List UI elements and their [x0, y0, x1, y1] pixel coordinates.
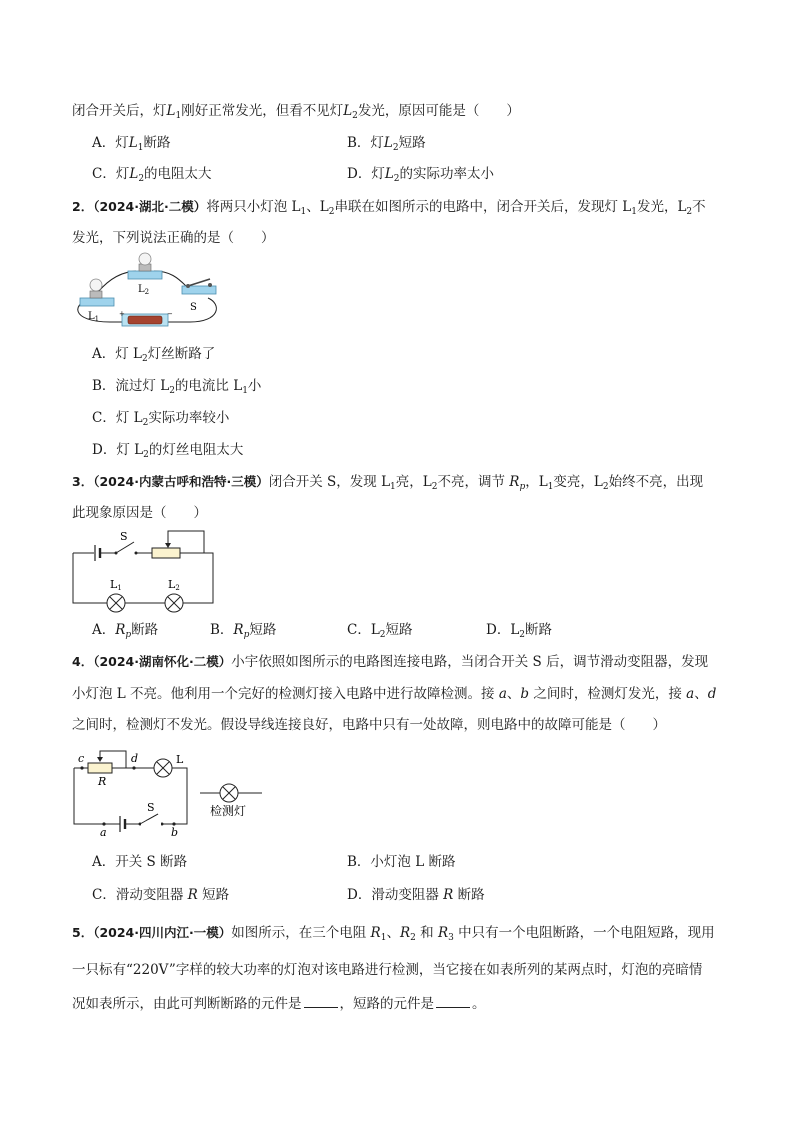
q3-option-a-R: R	[115, 622, 126, 638]
q3-number: 3．	[72, 474, 94, 489]
q3-option-a-post: 断路	[131, 622, 159, 638]
q3-option-b-post: 短路	[249, 622, 277, 638]
q4-stem-line3: 之间时，检测灯不发光。假设导线连接良好，电路中只有一处故障，则电路中的故障可能是（ ）	[72, 717, 666, 733]
q4-line1-text: 小宇依照如图所示的电路图连接电路，当闭合开关 S 后，调节滑动变阻器，发现	[231, 654, 709, 670]
q3-line1-s3: 1	[547, 482, 554, 492]
q4-option-b[interactable]: B．小灯泡 L 断路	[347, 854, 456, 870]
q2-option-c[interactable]	[92, 408, 229, 433]
q1-stem-text-c: 发光，原因可能是（ ）	[357, 103, 520, 119]
q2-option-b-mid: 的电流比 L	[174, 378, 243, 394]
q1-option-a-suffix: 断路	[143, 135, 171, 151]
q2-option-c-sub: 2	[142, 418, 149, 428]
svg-text:S: S	[190, 302, 197, 313]
q2-option-b[interactable]	[92, 376, 261, 401]
q3-option-d-post: 断路	[525, 622, 553, 638]
q1-stem-text-b: 刚好正常发光，但看不见灯	[181, 103, 344, 119]
q1-option-a-sub: 1	[137, 143, 144, 153]
q1-option-c-suffix: 的电阻太大	[144, 166, 212, 182]
q1-option-d-letter: L	[384, 166, 394, 182]
q5-line1-c: 和	[415, 925, 438, 941]
q3-stem-line1	[72, 472, 703, 497]
svg-text:检测灯: 检测灯	[210, 804, 247, 818]
q4-option-c-pre: C．滑动变阻器	[92, 887, 188, 903]
q2-option-d-pre: D．灯 L	[92, 442, 144, 458]
q3-line1-e: 变亮，L	[553, 474, 603, 490]
q1-stem-L2: L	[343, 103, 353, 119]
q1-option-b-suffix: 短路	[398, 135, 426, 151]
q1-stem-line	[72, 101, 520, 126]
q2-source: （2024·湖北·二模）	[93, 199, 207, 214]
q1-option-b[interactable]	[347, 133, 426, 158]
light-bulb-icon	[90, 279, 102, 291]
q2-line1-s1: 1	[300, 207, 307, 217]
svg-text:S: S	[147, 801, 155, 814]
svg-text:L: L	[176, 753, 184, 766]
q5-r2: R	[399, 925, 411, 941]
q2-stem-line2: 发光，下列说法正确的是（ ）	[72, 230, 275, 246]
svg-text:L2: L2	[168, 578, 180, 592]
svg-text:+: +	[119, 310, 125, 318]
q2-option-a-sub: 2	[142, 354, 148, 364]
q4-source: （2024·湖南怀化·二模）	[93, 654, 232, 669]
q4-line2-a: 小灯泡 L 不亮。他利用一个完好的检测灯接入电路中进行故障检测。接	[72, 686, 499, 702]
rheostat-icon	[152, 548, 180, 558]
q2-option-b-pre: B．流过灯 L	[92, 378, 170, 394]
q1-option-b-prefix: B．灯	[347, 135, 384, 151]
q3-line1-s2: 2	[431, 482, 438, 492]
q2-line1-e: 不	[692, 199, 706, 215]
q1-option-a[interactable]	[92, 133, 170, 158]
q1-option-d-sub: 2	[393, 174, 400, 184]
q5-r3-sub: 3	[448, 933, 454, 943]
q2-line1-s4: 2	[686, 207, 693, 217]
q3-line1-c: 不亮，调节	[437, 474, 510, 490]
q4-line2-ib: b	[520, 686, 530, 702]
q3-option-c-post: 短路	[385, 622, 413, 638]
q2-line1-b: 、L	[306, 199, 329, 215]
battery-icon	[128, 316, 162, 324]
q3-option-b[interactable]	[210, 620, 276, 645]
light-bulb-icon	[139, 253, 151, 265]
q4-option-d-R: R	[443, 887, 454, 903]
q3-line1-s1: 1	[390, 482, 396, 492]
q4-option-d-post: 断路	[453, 887, 485, 903]
svg-text:b: b	[171, 826, 179, 839]
q5-r1: R	[370, 925, 381, 941]
q5-r3: R	[437, 925, 449, 941]
q5-r2-sub: 2	[410, 933, 416, 943]
q1-stem-L1-sub: 1	[175, 111, 182, 121]
q2-option-b-sub2: 1	[242, 386, 248, 396]
q1-option-d-prefix: D．灯	[347, 166, 385, 182]
svg-text:c: c	[78, 752, 85, 765]
q5-stem-line1	[72, 923, 715, 948]
q2-line1-s2: 2	[328, 207, 335, 217]
q4-stem-line2	[72, 684, 716, 704]
q1-stem-L1: L	[166, 103, 176, 119]
lamp-board-icon	[128, 271, 162, 279]
q1-option-b-letter: L	[383, 135, 393, 151]
svg-text:a: a	[100, 826, 107, 839]
q4-line2-ia: a	[498, 686, 507, 702]
q2-option-c-post: 实际功率较小	[148, 410, 230, 426]
q2-circuit-figure	[70, 258, 230, 328]
q2-line1-s3: 1	[631, 207, 637, 217]
q5-source: （2024·四川内江·一模）	[93, 925, 232, 940]
q3-option-a-sub: p	[125, 630, 132, 640]
q3-option-a-pre: A．	[92, 622, 116, 638]
q4-option-a[interactable]: A．开关 S 断路	[92, 854, 188, 870]
q1-option-c-sub: 2	[138, 174, 145, 184]
q5-blank-short-element[interactable]	[436, 993, 470, 1008]
q3-option-b-R: R	[233, 622, 244, 638]
q1-stem-L2-sub: 2	[352, 111, 358, 121]
q2-option-d-post: 的灯丝电阻太大	[148, 442, 244, 458]
q2-option-a-post: 灯丝断路了	[147, 346, 216, 362]
q4-stem-line1	[72, 652, 708, 672]
q3-source: （2024·内蒙古呼和浩特·三模）	[93, 474, 269, 489]
lamp-board-icon	[80, 298, 114, 306]
q4-line2-id: d	[707, 686, 717, 702]
q2-option-d-sub: 2	[143, 450, 149, 460]
q3-option-d-sub: 2	[519, 630, 526, 640]
q2-option-c-pre: C．灯 L	[92, 410, 143, 426]
q3-option-c-sub: 2	[379, 630, 386, 640]
q3-option-c-pre: C．L	[347, 622, 380, 638]
q5-stem-line2: 一只标有“220V”字样的较大功率的灯泡对该电路进行检测，当它接在如表所列的某两点时，灯泡的亮暗情	[72, 962, 703, 978]
q5-r1-sub: 1	[380, 933, 387, 943]
q3-option-d[interactable]	[486, 620, 552, 645]
q4-option-d-pre: D．滑动变阻器	[347, 887, 444, 903]
q1-option-c-letter: L	[129, 166, 139, 182]
q2-line1-d: 发光，L	[636, 199, 687, 215]
q4-option-c-post: 短路	[197, 887, 230, 903]
q2-stem-line1	[72, 197, 706, 222]
q4-line2-b: 、	[506, 686, 521, 702]
q2-line1-c: 串联在如图所示的电路中，闭合开关后，发现灯 L	[334, 199, 632, 215]
q3-line1-Rsub: p	[519, 482, 526, 492]
q1-option-b-sub: 2	[392, 143, 399, 153]
q1-option-a-letter: L	[128, 135, 138, 151]
q1-option-d[interactable]	[347, 164, 494, 189]
svg-text:−: −	[167, 310, 173, 318]
q1-option-c[interactable]	[92, 164, 212, 189]
q2-option-b-post: 小	[247, 378, 262, 394]
q2-option-a[interactable]	[92, 344, 215, 369]
q5-line1-d: 中只有一个电阻断路，一个电阻短路，现用	[453, 925, 715, 941]
svg-text:L1: L1	[110, 578, 122, 592]
q4-option-c-R: R	[187, 887, 198, 903]
rheostat-R-icon	[88, 763, 112, 773]
q3-stem-line2: 此现象原因是（ ）	[72, 505, 207, 521]
q5-line1-a: 如图所示，在三个电阻	[231, 925, 371, 941]
switch-icon	[116, 542, 134, 553]
q1-option-a-prefix: A．灯	[92, 135, 129, 151]
q2-option-d[interactable]	[92, 440, 243, 465]
q1-option-d-suffix: 的实际功率太小	[399, 166, 495, 182]
svg-text:R: R	[98, 775, 107, 788]
q4-option-d[interactable]	[347, 885, 485, 905]
q4-line2-d: 、	[694, 686, 708, 702]
q3-line1-s4: 2	[602, 482, 609, 492]
q4-line2-c: 之间时，检测灯发光，接	[529, 686, 687, 702]
q5-line1-b: 、	[386, 925, 400, 941]
q3-option-a[interactable]	[92, 620, 158, 645]
q2-number: 2．	[72, 199, 94, 214]
q4-line2-ia2: a	[686, 686, 695, 702]
q1-stem-text-a: 闭合开关后，灯	[72, 103, 167, 119]
svg-text:d: d	[131, 752, 139, 765]
q3-line1-b: 亮，L	[395, 474, 432, 490]
q5-line3-a: 况如表所示，由此可判断断路的元件是	[72, 996, 302, 1012]
q4-number: 4．	[72, 654, 94, 669]
q3-line1-f: 始终不亮，出现	[608, 474, 704, 490]
q4-option-c[interactable]	[92, 885, 229, 905]
q5-blank-open-element[interactable]	[304, 993, 338, 1008]
q3-option-c[interactable]	[347, 620, 413, 645]
q5-line3-c: 。	[472, 996, 486, 1012]
q3-line1-a: 闭合开关 S，发现 L	[268, 474, 391, 490]
q5-line3-b: ，短路的元件是	[339, 996, 434, 1012]
q2-option-a-pre: A．灯 L	[92, 346, 143, 362]
q3-option-b-pre: B．	[210, 622, 234, 638]
q1-option-c-prefix: C．灯	[92, 166, 130, 182]
q3-line1-R: R	[509, 474, 520, 490]
q2-option-b-sub: 2	[169, 386, 175, 396]
q3-option-d-pre: D．L	[486, 622, 520, 638]
svg-text:S: S	[120, 530, 128, 543]
q3-line1-d: ，L	[525, 474, 548, 490]
q3-option-b-sub: p	[243, 630, 250, 640]
q3-circuit-figure	[68, 528, 218, 608]
q5-number: 5．	[72, 925, 94, 940]
q4-circuit-figure	[70, 748, 270, 838]
q2-line1-a: 将两只小灯泡 L	[206, 199, 301, 215]
q5-stem-line3	[72, 993, 486, 1014]
svg-text:L2: $L_2$	[138, 284, 150, 296]
svg-text:L1: $L_1$	[88, 311, 100, 323]
